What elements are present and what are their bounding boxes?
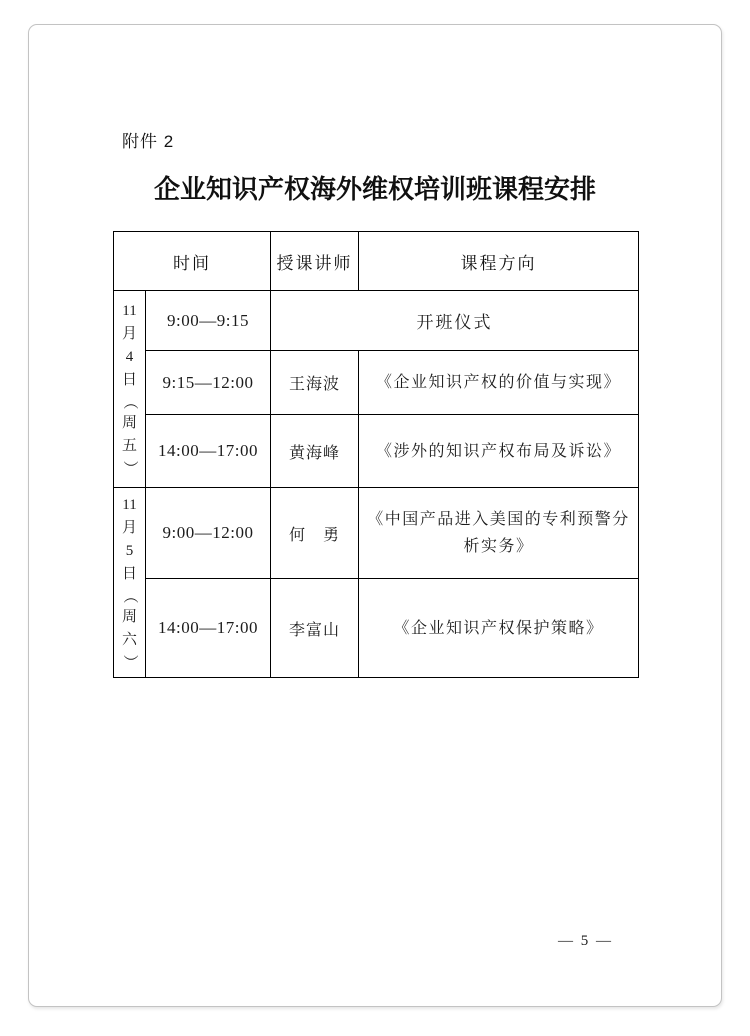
time-cell: 9:00—12:00 — [146, 488, 271, 579]
lecturer-cell: 李富山 — [271, 579, 359, 678]
header-cell-lecturer: 授课讲师 — [271, 232, 359, 291]
course-schedule-table — [113, 231, 639, 678]
date-char: 11 — [122, 496, 137, 513]
date-char: 11 — [122, 303, 137, 319]
lecturer-cell: 王海波 — [271, 351, 359, 415]
table-row — [114, 291, 639, 351]
date-char: （ — [121, 587, 138, 604]
page-number: — 5 — — [558, 933, 613, 949]
table-header-row — [114, 232, 639, 291]
table-row — [114, 488, 639, 579]
course-cell: 《企业知识产权的价值与实现》 — [359, 351, 639, 415]
time-cell: 9:00—9:15 — [146, 291, 271, 351]
date-char: 5 — [125, 542, 134, 559]
attachment-label: 附件 2 — [122, 132, 175, 151]
date-char: ） — [121, 460, 138, 476]
document-title: 企业知识产权海外维权培训班课程安排 — [153, 175, 596, 204]
header-cell-course: 课程方向 — [359, 232, 639, 291]
vertical-date-text — [118, 494, 141, 672]
course-cell: 《中国产品进入美国的专利预警分析实务》 — [359, 488, 639, 579]
date-char: 月 — [121, 519, 137, 536]
time-cell: 14:00—17:00 — [146, 415, 271, 488]
date-char: 五 — [121, 438, 137, 454]
time-cell: 9:15—12:00 — [146, 351, 271, 415]
vertical-date-text — [118, 300, 141, 478]
date-char: 日 — [121, 565, 137, 582]
table-row — [114, 579, 639, 678]
date-cell-nov4 — [114, 291, 146, 488]
date-char: 周 — [121, 415, 137, 431]
date-char: 月 — [121, 326, 137, 342]
date-char: 4 — [125, 349, 134, 365]
date-char: 周 — [121, 608, 137, 625]
date-char: （ — [121, 394, 138, 410]
date-char: 日 — [121, 372, 137, 388]
table-row — [114, 415, 639, 488]
table-row — [114, 351, 639, 415]
document-page — [28, 24, 722, 1007]
date-char: 六 — [121, 631, 137, 648]
opening-ceremony-cell: 开班仪式 — [271, 291, 639, 351]
course-cell: 《涉外的知识产权布局及诉讼》 — [359, 415, 639, 488]
lecturer-cell: 何 勇 — [271, 488, 359, 579]
date-cell-nov5 — [114, 488, 146, 678]
date-char: ） — [121, 653, 138, 670]
header-cell-time: 时间 — [114, 232, 271, 291]
course-cell: 《企业知识产权保护策略》 — [359, 579, 639, 678]
time-cell: 14:00—17:00 — [146, 579, 271, 678]
lecturer-cell: 黄海峰 — [271, 415, 359, 488]
